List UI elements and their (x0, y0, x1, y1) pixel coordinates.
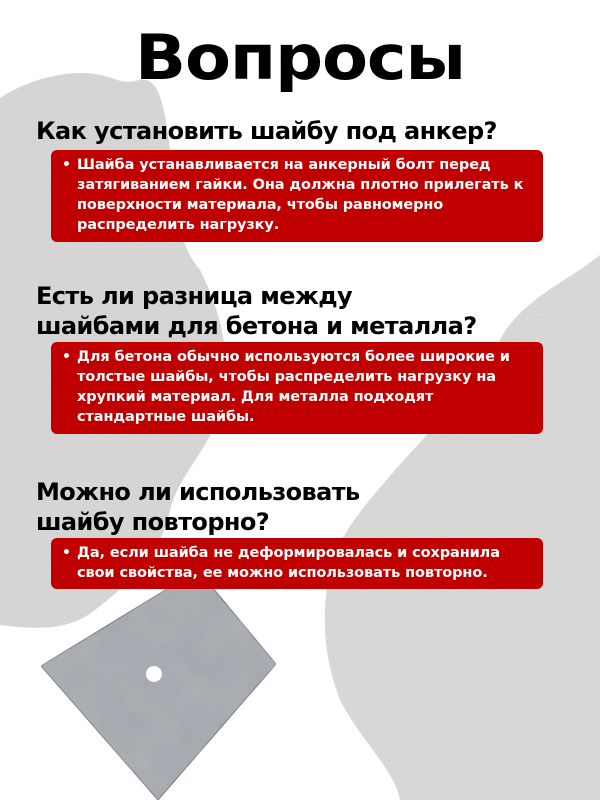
faq-answer-box-2 (51, 342, 543, 434)
faq-question-2 (36, 281, 477, 341)
faq-question-line: Есть ли разница между (36, 282, 353, 310)
faq-question-1 (36, 116, 497, 146)
bullet-icon: • (62, 157, 71, 173)
bullet-icon: • (62, 545, 71, 561)
faq-answer-box-1 (51, 150, 543, 242)
faq-question-3 (36, 477, 360, 537)
bullet-icon: • (62, 349, 71, 365)
faq-question-line: Как установить шайбу под анкер? (36, 117, 497, 145)
page-title: Вопросы (135, 21, 465, 94)
faq-answer-text: Да, если шайба не деформировалась и сохранила свои свойства, ее можно использовать повторно. (77, 545, 500, 581)
faq-answer-text: Шайба устанавливается на анкерный болт перед затягиванием гайки. Она должна плотно прилегать к поверхности материала, чтобы равномерно распределить нагрузку. (77, 157, 524, 233)
faq-answer-box-3 (51, 538, 543, 589)
faq-question-line: Можно ли использовать (36, 478, 360, 506)
faq-answer-text: Для бетона обычно используются более широкие и толстые шайбы, чтобы распределить нагрузку на хрупкий материал. Для металла подходят стандартные шайбы. (77, 349, 510, 425)
faq-question-line: шайбами для бетона и металла? (36, 312, 477, 340)
faq-question-line: шайбу повторно? (36, 508, 270, 536)
